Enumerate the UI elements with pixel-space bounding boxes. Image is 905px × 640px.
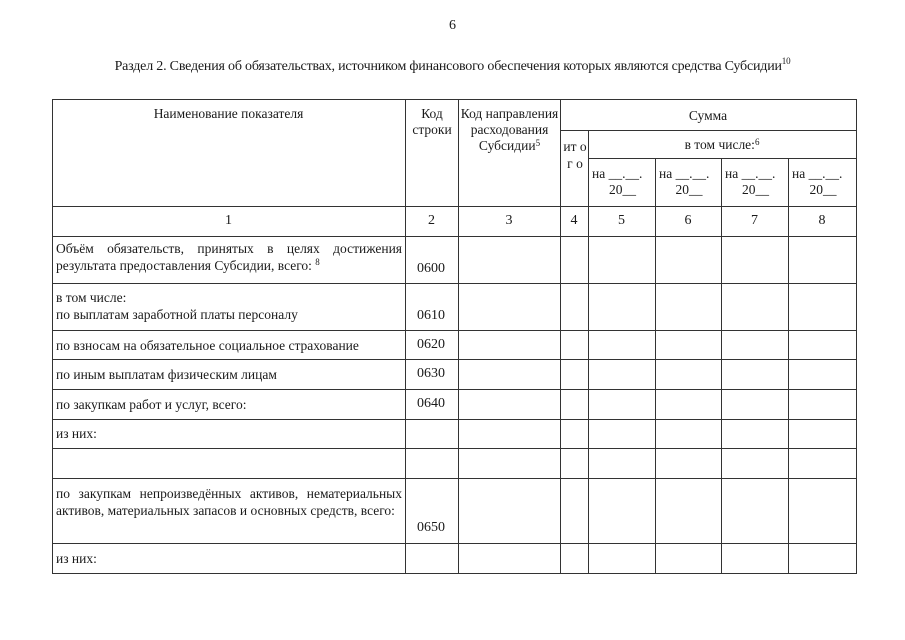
column-number-5: 5	[618, 213, 625, 228]
date-col-line2: 20__	[809, 182, 837, 197]
col-divider	[458, 99, 459, 574]
row-code: 0650	[417, 520, 445, 535]
header-date-col-8	[790, 166, 856, 198]
row-name-footnote: 8	[315, 257, 320, 267]
row-divider	[52, 283, 857, 284]
header-including-text: в том числе:	[684, 137, 755, 152]
sum-header-divider	[560, 130, 857, 131]
date-col-line1: на __.__.	[659, 166, 710, 181]
column-number-3: 3	[505, 213, 513, 228]
row-divider	[52, 448, 857, 449]
table-border-right	[856, 99, 857, 574]
table-border-bottom	[52, 573, 857, 574]
including-header-divider	[588, 158, 857, 159]
column-number-2: 2	[428, 213, 435, 228]
row-divider	[52, 543, 857, 544]
header-date-col-5	[590, 166, 655, 198]
row-name-0650	[56, 485, 402, 519]
header-name: Наименование показателя	[153, 106, 304, 121]
header-direction-code-footnote: 5	[535, 138, 541, 148]
col-divider	[560, 99, 561, 574]
section-title-text: Раздел 2. Сведения об обязательствах, источником финансового обеспечения которых являются средства Субсидии	[114, 59, 782, 74]
row-divider	[52, 359, 857, 360]
row-name-of-which: из них:	[56, 426, 97, 441]
header-date-col-6	[657, 166, 721, 198]
number-row-bottom	[52, 236, 857, 237]
date-col-line2: 20__	[742, 182, 769, 197]
column-number-8: 8	[818, 213, 826, 228]
row-name-text: по закупкам непроизведённых активов, нематериальных активов, материальных запасов и основных средств, всего:	[56, 486, 402, 518]
date-col-line1: на __.__.	[725, 166, 776, 181]
date-col-line1: на __.__.	[592, 166, 643, 181]
column-number-4: 4	[570, 213, 578, 228]
row-name-text: по выплатам заработной платы персоналу	[56, 307, 298, 322]
table-border-left	[52, 99, 53, 574]
header-including-footnote: 6	[754, 137, 760, 147]
date-col-line1: на __.__.	[792, 166, 843, 181]
column-number-1: 1	[225, 213, 232, 228]
row-divider	[52, 389, 857, 390]
table-border-top	[52, 99, 857, 100]
row-divider	[52, 419, 857, 420]
row-name-0630: по иным выплатам физическим лицам	[56, 367, 277, 382]
row-name-0600	[56, 240, 402, 274]
header-date-col-7	[723, 166, 788, 198]
page-number: 6	[449, 18, 456, 33]
row-name-of-which: из них:	[56, 551, 97, 566]
col-divider	[588, 130, 589, 574]
header-direction-code	[459, 106, 560, 154]
row-divider	[52, 478, 857, 479]
row-code: 0600	[417, 261, 445, 276]
row-name-0640: по закупкам работ и услуг, всего:	[56, 397, 247, 412]
row-code: 0630	[417, 366, 445, 381]
header-total: ит ог о	[563, 139, 587, 171]
section-title	[0, 56, 905, 75]
row-code: 0640	[417, 396, 445, 411]
row-name-text: Объём обязательств, принятых в целях достижения результата предоставления Субсидии, всего:	[56, 241, 402, 273]
row-code: 0620	[417, 337, 445, 352]
column-number-7: 7	[751, 213, 758, 228]
row-name-0610	[56, 289, 402, 323]
row-name-0620: по взносам на обязательное социальное страхование	[56, 338, 359, 353]
date-col-line2: 20__	[675, 182, 703, 197]
row-name-prefix: в том числе:	[56, 290, 127, 305]
section-title-footnote: 10	[781, 56, 791, 66]
header-row-code: Код строки	[412, 106, 452, 137]
header-sum: Сумма	[688, 108, 728, 123]
column-number-6: 6	[684, 213, 692, 228]
header-including	[588, 137, 856, 153]
header-bottom	[52, 206, 857, 207]
row-divider	[52, 330, 857, 331]
date-col-line2: 20__	[609, 182, 636, 197]
header-direction-code-text: Код направления расходования Субсидии	[460, 106, 559, 153]
row-code: 0610	[417, 308, 445, 323]
